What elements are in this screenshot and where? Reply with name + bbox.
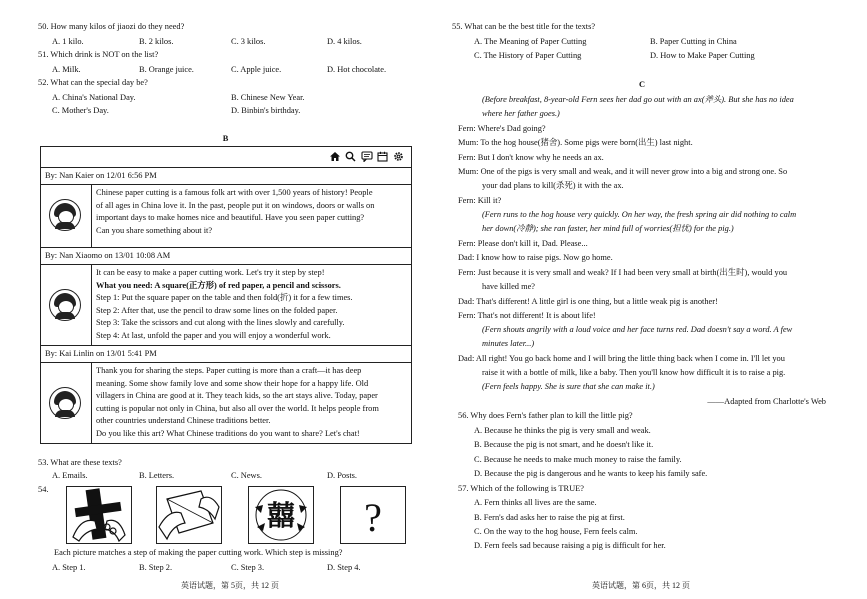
avatar bbox=[49, 199, 81, 231]
story-line: your dad plans to kill(杀死) it with the ax. bbox=[482, 181, 624, 190]
story-line: Fern: Just because it is very small and weak? If I had been very small at birth(出生时), would you bbox=[458, 268, 788, 277]
question-mark: ? bbox=[364, 495, 382, 540]
story-line: (Before breakfast, 8-year-old Fern sees her dad go out with an ax(斧头). But she has no idea bbox=[482, 95, 794, 104]
story-line: Dad: That's different! A little girl is one thing, but a little weak pig is another! bbox=[458, 297, 718, 306]
section-c-heading: C bbox=[638, 80, 646, 89]
q55-option-d: D. How to Make Paper Cutting bbox=[650, 51, 755, 60]
story-line: raise it with a bottle of milk, like a baby. Then you'll know how difficult it is to raise a pig. bbox=[482, 368, 786, 377]
picture-missing-step bbox=[340, 486, 406, 544]
post-header: By: Nan Xiaomo on 13/01 10:08 AM bbox=[41, 248, 411, 265]
q54-option-b: B. Step 2. bbox=[139, 563, 173, 572]
story-line: her down(冷静); she ran faster, her mind full of worries(担忧) for the pig.) bbox=[482, 224, 734, 233]
q54-option-d: D. Step 4. bbox=[327, 563, 361, 572]
story-line: Dad: I know how to raise pigs. Now go home. bbox=[458, 253, 613, 262]
post-line: other countries understand Chinese traditions better. bbox=[96, 416, 271, 425]
q52-option-b: B. Chinese New Year. bbox=[231, 93, 305, 102]
post-line: What you need: A square(正方形) of red paper, a pencil and scissors. bbox=[96, 280, 341, 290]
message-icon[interactable] bbox=[361, 151, 373, 166]
story-line: Fern: That's not different! It is about life! bbox=[458, 311, 596, 320]
source-credit: ——Adapted from Charlotte's Web bbox=[707, 397, 826, 406]
q57-option-d: D. Fern feels sad because raising a pig is difficult for her. bbox=[474, 541, 666, 550]
story-line: have killed me? bbox=[482, 282, 536, 291]
q57-option-b: B. Fern's dad asks her to raise the pig at first. bbox=[474, 513, 625, 522]
q52-option-c: C. Mother's Day. bbox=[52, 106, 109, 115]
q51-option-a: A. Milk. bbox=[52, 65, 81, 74]
q51-option-c: C. Apple juice. bbox=[231, 65, 282, 74]
search-icon[interactable] bbox=[345, 151, 356, 166]
story-line: Fern: Kill it? bbox=[458, 196, 502, 205]
story-line: Fern: But I don't know why he needs an ax. bbox=[458, 153, 604, 162]
section-b-heading: B bbox=[222, 134, 229, 143]
picture-double-happiness bbox=[248, 486, 314, 544]
question-50: 50. How many kilos of jiaozi do they need? bbox=[38, 22, 185, 31]
home-icon[interactable] bbox=[329, 151, 341, 166]
q53-option-d: D. Posts. bbox=[327, 471, 358, 480]
q52-option-d: D. Binbin's birthday. bbox=[231, 106, 301, 115]
q51-option-b: B. Orange juice. bbox=[139, 65, 194, 74]
q54-option-a: A. Step 1. bbox=[52, 563, 86, 572]
q57-option-a: A. Fern thinks all lives are the same. bbox=[474, 498, 597, 507]
post-body bbox=[41, 265, 411, 346]
post-line: Thank you for sharing the steps. Paper cutting is more than a craft—it has deep bbox=[96, 366, 362, 375]
q50-option-b: B. 2 kilos. bbox=[139, 37, 174, 46]
post-line: of all ages in China love it. In the past, people put it on windows, doors or walls on bbox=[96, 200, 375, 210]
q53-option-c: C. News. bbox=[231, 471, 262, 480]
post-line: cutting is popular not only in China, but also all over the world. It helps people from bbox=[96, 403, 379, 413]
story-line: Fern: Please don't kill it, Dad. Please... bbox=[458, 239, 588, 248]
question-52: 52. What can the special day be? bbox=[38, 78, 148, 87]
q54-option-c: C. Step 3. bbox=[231, 563, 265, 572]
q57-option-c: C. On the way to the hog house, Fern feels calm. bbox=[474, 527, 638, 536]
question-54-description: Each picture matches a step of making the paper cutting work. Which step is missing? bbox=[54, 548, 343, 557]
page-footer: 英语试题，第 6页，共 12 页 bbox=[592, 581, 690, 590]
post-line: Do you like this art? What Chinese traditions do you want to share? Let's chat! bbox=[96, 428, 360, 438]
story-line: Fern: Where's Dad going? bbox=[458, 124, 546, 133]
page-footer: 英语试题，第 5页，共 12 页 bbox=[181, 581, 279, 590]
q50-option-a: A. 1 kilo. bbox=[52, 37, 84, 46]
q55-option-c: C. The History of Paper Cutting bbox=[474, 51, 582, 60]
post-line: It can be easy to make a paper cutting work. Let's try it step by step! bbox=[96, 268, 325, 277]
calendar-icon[interactable] bbox=[377, 151, 388, 166]
post-line: Step 4: At last, unfold the paper and you will enjoy a wonderful work. bbox=[96, 330, 331, 340]
question-56: 56. Why does Fern's father plan to kill the little pig? bbox=[458, 411, 633, 420]
q50-option-c: C. 3 kilos. bbox=[231, 37, 266, 46]
q56-option-d: D. Because the pig is dangerous and he wants to keep his family safe. bbox=[474, 469, 708, 478]
story-line: Mum: To the hog house(猪舍). Some pigs were born(出生) last night. bbox=[458, 138, 693, 147]
double-happiness-glyph: 囍 bbox=[266, 499, 296, 532]
story-line: where her father goes.) bbox=[482, 109, 560, 118]
story-line: Dad: All right! You go back home and I will bring the little thing back when I come in. I'll let you bbox=[458, 354, 785, 363]
q56-option-a: A. Because he thinks the pig is very small and weak. bbox=[474, 426, 651, 435]
post-line: Step 3: Take the scissors and cut along with the lines slowly and carefully. bbox=[96, 318, 345, 327]
post-line: Chinese paper cutting is a famous folk art with over 1,500 years of history! People bbox=[96, 188, 373, 197]
question-51: 51. Which drink is NOT on the list? bbox=[38, 50, 159, 59]
settings-gear-icon[interactable] bbox=[393, 151, 404, 166]
post-line: important days to make homes nice and beautiful. Have you seen paper cutting? bbox=[96, 213, 365, 222]
q52-option-a: A. China's National Day. bbox=[52, 93, 136, 102]
story-line: Mum: One of the pigs is very small and weak, and it will never grow into a big and strong one. So bbox=[458, 167, 788, 176]
post-body bbox=[41, 185, 411, 248]
post-body bbox=[41, 363, 411, 443]
q51-option-d: D. Hot chocolate. bbox=[327, 65, 387, 74]
q55-option-a: A. The Meaning of Paper Cutting bbox=[474, 37, 587, 46]
post-line: Step 2: After that, use the pencil to draw some lines on the folded paper. bbox=[96, 305, 338, 315]
avatar bbox=[49, 289, 81, 321]
question-53: 53. What are these texts? bbox=[38, 458, 122, 467]
question-55: 55. What can be the best title for the texts? bbox=[452, 22, 596, 31]
question-57: 57. Which of the following is TRUE? bbox=[458, 484, 584, 493]
forum-toolbar bbox=[41, 147, 411, 168]
post-line: Can you share something about it? bbox=[96, 225, 213, 235]
picture-hands-cutting bbox=[66, 486, 132, 544]
story-line: (Fern shouts angrily with a loud voice and her face turns red. Dad doesn't say a word. A few bbox=[482, 325, 793, 334]
post-line: Step 1: Put the square paper on the table and then fold(折) it for a few times. bbox=[96, 293, 353, 302]
story-line: (Fern runs to the hog house very quickly. On her way, the fresh spring air did nothing to calm bbox=[482, 210, 797, 219]
q53-option-a: A. Emails. bbox=[52, 471, 88, 480]
post-header: By: Kai Linlin on 13/01 5:41 PM bbox=[41, 346, 411, 363]
q53-option-b: B. Letters. bbox=[139, 471, 175, 480]
picture-hands-folding bbox=[156, 486, 222, 544]
q56-option-c: C. Because he needs to make much money to raise the family. bbox=[474, 455, 682, 464]
story-line: (Fern feels happy. She is sure that she can make it.) bbox=[482, 382, 655, 391]
post-header: By: Nan Kaier on 12/01 6:56 PM bbox=[41, 168, 411, 185]
question-54: 54. bbox=[38, 485, 49, 494]
post-line: meaning. Some show family love and some show their hope for a happy life. Old bbox=[96, 378, 369, 388]
q56-option-b: B. Because the pig is not smart, and he doesn't like it. bbox=[474, 440, 654, 449]
post-line: villagers in China are good at it. They teach kids, so the art stays alive. Today, paper bbox=[96, 391, 378, 400]
story-line: minutes later...) bbox=[482, 339, 535, 348]
q55-option-b: B. Paper Cutting in China bbox=[650, 37, 737, 46]
q50-option-d: D. 4 kilos. bbox=[327, 37, 362, 46]
forum-box bbox=[40, 146, 412, 444]
avatar bbox=[49, 387, 81, 419]
